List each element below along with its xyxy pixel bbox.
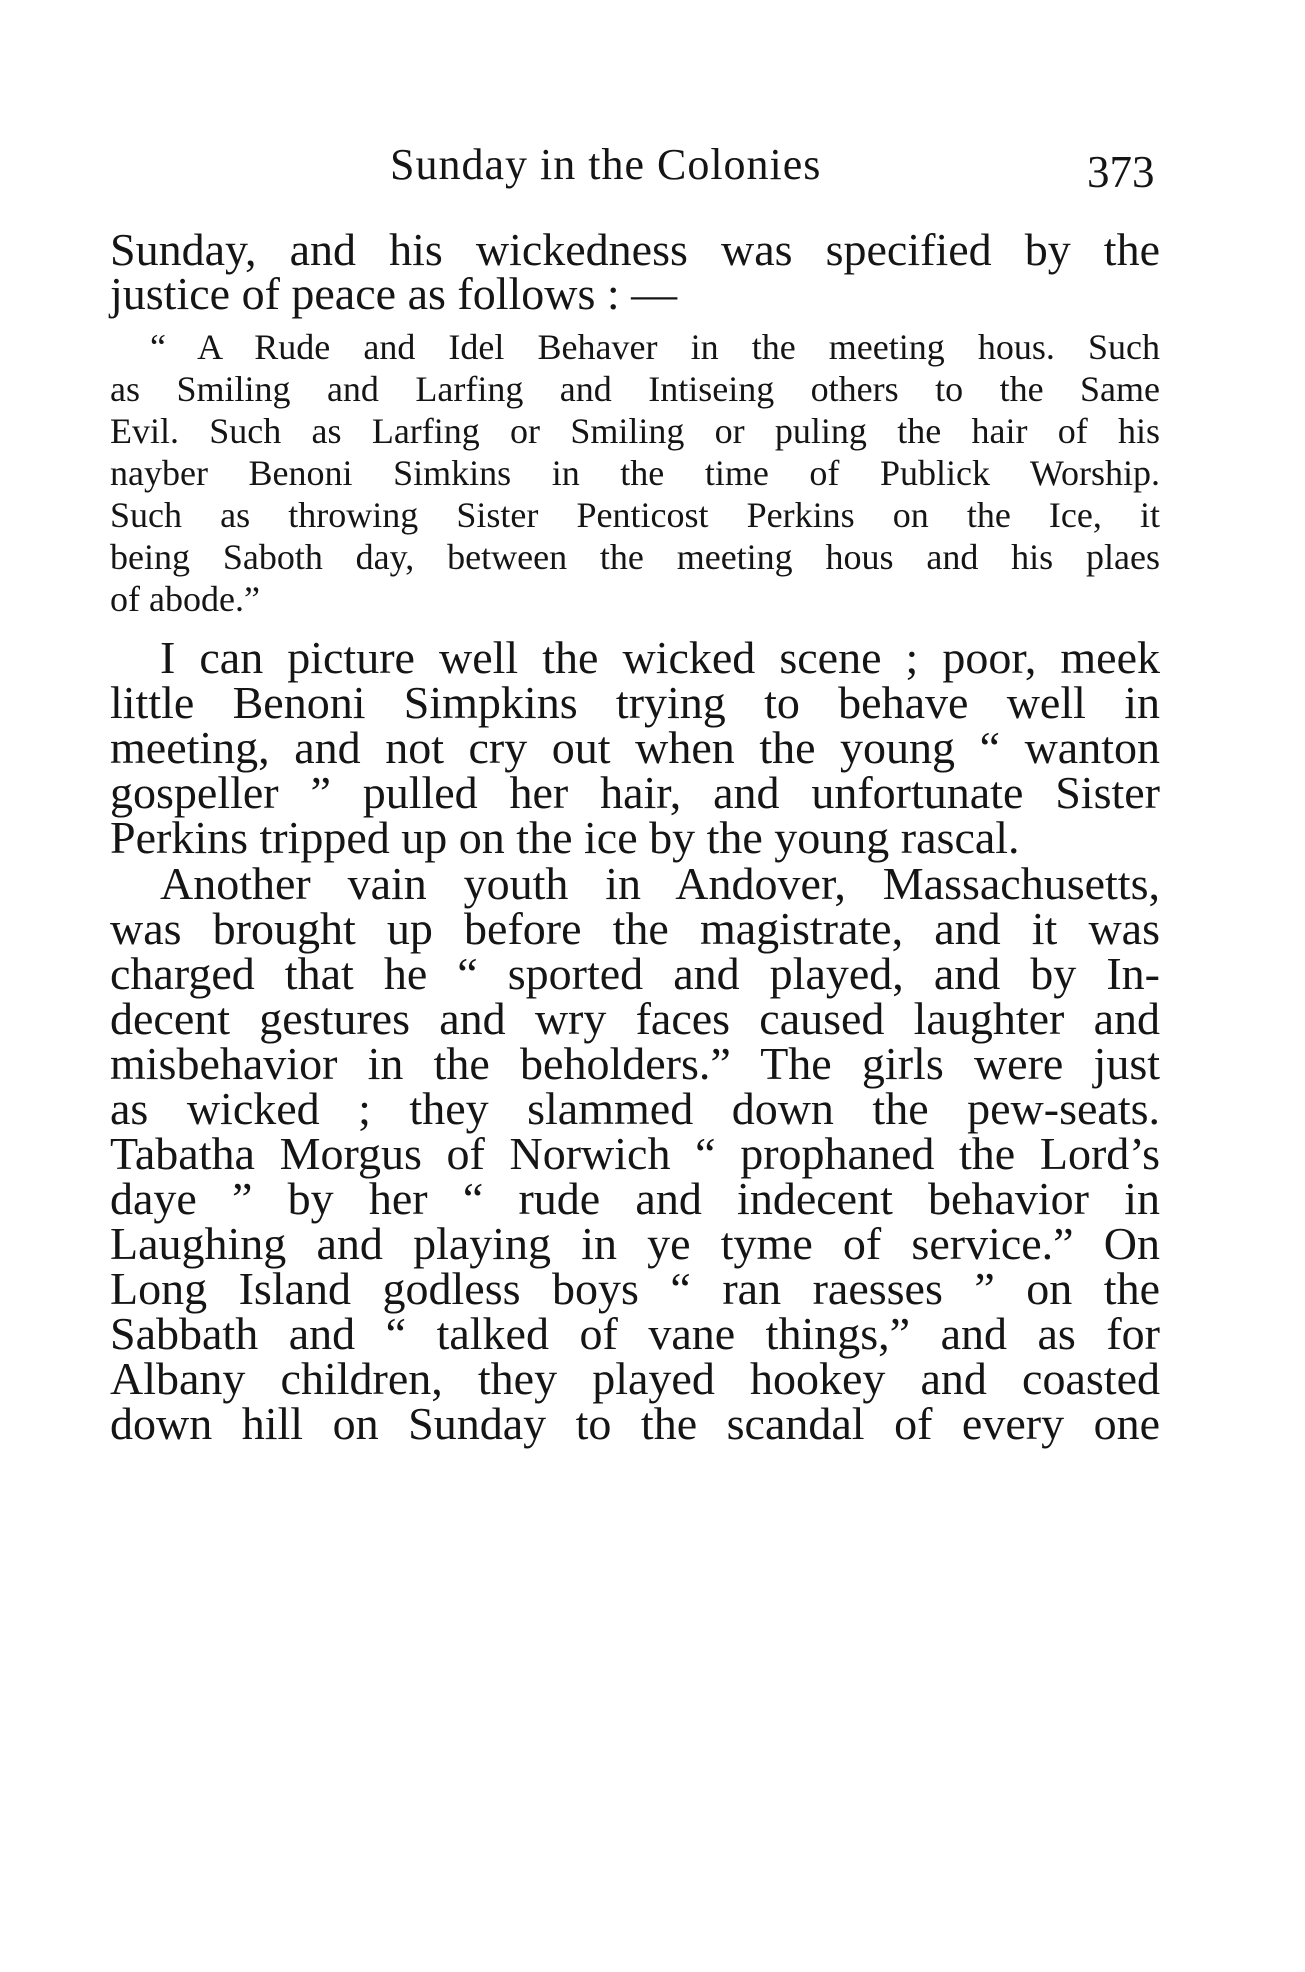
text-line: as wicked ; they slammed down the pew-seats. — [110, 1083, 1160, 1134]
page-number: 373 — [1087, 147, 1155, 197]
text-line: Perkins tripped up on the ice by the young rascal. — [110, 812, 1020, 863]
text-line: Sunday, and his wickedness was specified by the — [110, 224, 1160, 275]
quote-line: nayber Benoni Simkins in the time of Publick Worship. — [110, 453, 1160, 493]
text-line: down hill on Sunday to the scandal of every one — [110, 1398, 1160, 1449]
text-line: misbehavior in the beholders.” The girls were just — [110, 1038, 1160, 1089]
text-line: gospeller ” pulled her hair, and unfortunate Sister — [110, 767, 1160, 818]
text-line: was brought up before the magistrate, and it was — [110, 903, 1160, 954]
text-line: Another vain youth in Andover, Massachusetts, — [160, 858, 1160, 909]
quote-line: “ A Rude and Idel Behaver in the meeting hous. Such — [150, 327, 1160, 367]
quote-line: Evil. Such as Larfing or Smiling or puling the hair of his — [110, 411, 1160, 451]
text-line: I can picture well the wicked scene ; poor, meek — [160, 632, 1160, 683]
quote-line: being Saboth day, between the meeting hous and his plaes — [110, 537, 1160, 577]
running-head — [310, 135, 1210, 195]
quote-line: of abode.” — [110, 579, 260, 619]
text-line: Long Island godless boys “ ran raesses ” on the — [110, 1263, 1160, 1314]
quote-line: as Smiling and Larfing and Intiseing others to the Same — [110, 369, 1160, 409]
text-line: little Benoni Simpkins trying to behave well in — [110, 677, 1160, 728]
text-line: decent gestures and wry faces caused laughter and — [110, 993, 1160, 1044]
text-line: daye ” by her “ rude and indecent behavior in — [110, 1173, 1160, 1224]
text-line: Laughing and playing in ye tyme of service.” On — [110, 1218, 1160, 1269]
text-line: charged that he “ sported and played, and by In- — [110, 948, 1160, 999]
text-line: justice of peace as follows : — — [110, 268, 678, 319]
text-line: Tabatha Morgus of Norwich “ prophaned the Lord’s — [110, 1128, 1160, 1179]
text-line: meeting, and not cry out when the young “ wanton — [110, 722, 1160, 773]
quote-line: Such as throwing Sister Penticost Perkins on the Ice, it — [110, 495, 1160, 535]
text-line: Albany children, they played hookey and coasted — [110, 1353, 1160, 1404]
running-head-title: Sunday in the Colonies — [390, 140, 822, 189]
text-line: Sabbath and “ talked of vane things,” and as for — [110, 1308, 1160, 1359]
